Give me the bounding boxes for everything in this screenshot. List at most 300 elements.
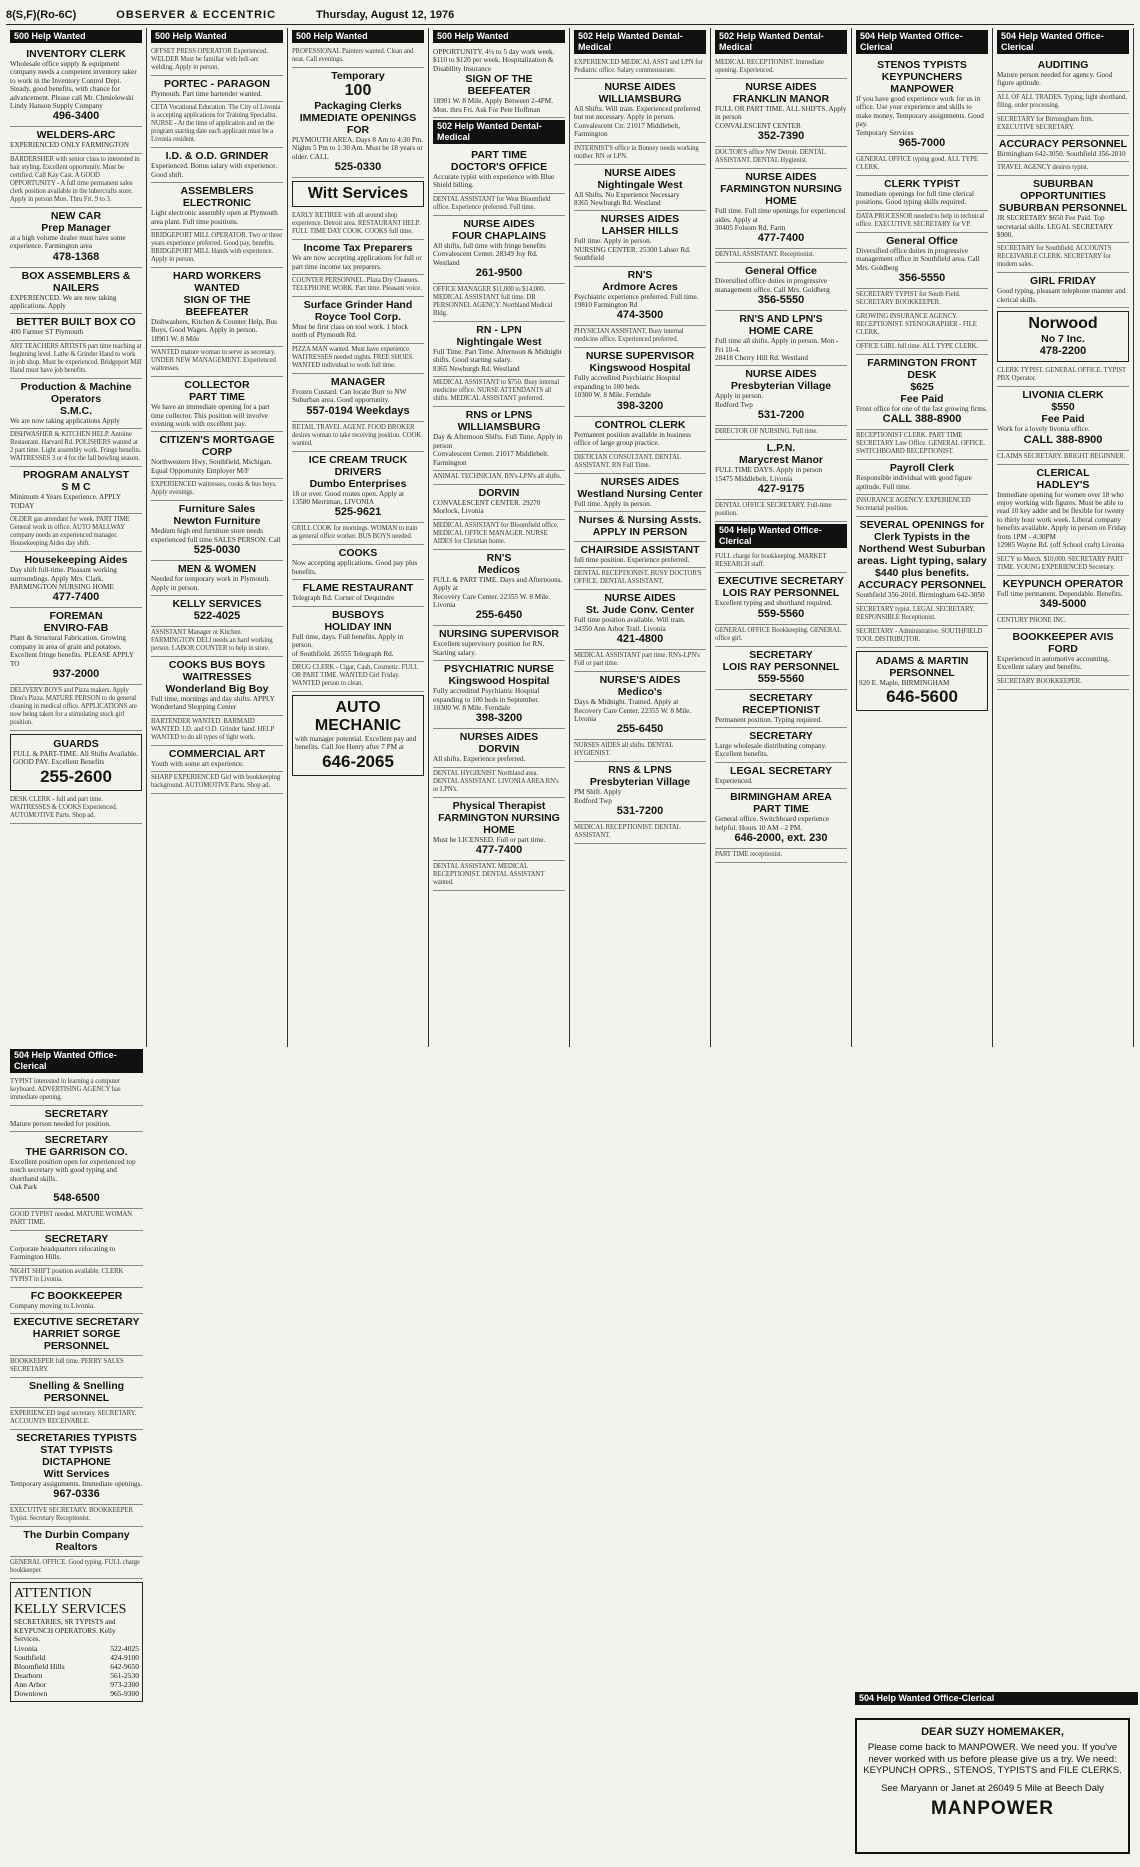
ad-company: PERSONNEL	[889, 666, 955, 679]
classified-ad	[574, 211, 706, 266]
ad-heading: AUTO MECHANIC	[314, 698, 402, 734]
classified-ad	[997, 243, 1129, 273]
ad-heading: CLERICAL	[1036, 466, 1090, 479]
ad-address: 18901 W. 8 Mile	[151, 334, 200, 343]
classified-ad	[10, 1132, 143, 1209]
classified-ad	[715, 79, 847, 147]
ad-body: Must be LICENSED. Full or part time.	[433, 835, 546, 844]
column-3	[288, 28, 429, 1047]
ad-company: FRANKLIN MANOR	[732, 93, 830, 105]
classified-ad	[715, 500, 847, 522]
ad-phone: CALL 388-8900	[1023, 433, 1103, 446]
ad-heading: SEVERAL OPENINGS for Clerk Typists in the Northend West Suburban areas. Light typing, salary $440 plus benefits.	[857, 519, 987, 580]
classified-ad	[151, 772, 283, 794]
classified-ad	[997, 57, 1129, 92]
ad-body: DOCTOR'S office NW Detroit. DENTAL ASSISTANT. DENTAL Hygienist.	[715, 149, 826, 165]
classified-ad	[292, 344, 424, 374]
office-city: Dearborn	[14, 1670, 43, 1680]
ad-heading: LEGAL SECRETARY	[730, 764, 832, 777]
classified-ad	[715, 647, 847, 690]
ad-company: Presbyterian Village	[589, 776, 691, 789]
classified-ad	[151, 76, 283, 102]
classified-ad	[715, 440, 847, 500]
ad-phone: 398-3200	[475, 712, 523, 725]
ad-heading: Payroll Clerk	[889, 462, 955, 475]
classified-ad	[10, 552, 142, 608]
ad-heading: BIRMINGHAM AREA	[730, 791, 832, 804]
ad-heading: ATTENTION	[14, 1586, 92, 1602]
ad-phone: 477-7400	[757, 232, 805, 245]
ad-address: NURSING CENTER. 25300 Lahser Rd. Southfield	[574, 245, 691, 263]
ad-company: LAHSER HILLS	[601, 225, 679, 238]
ad-address: 8365 Newburgh Rd. Westland	[574, 199, 661, 208]
classified-ad	[10, 1557, 143, 1579]
classified-ad	[10, 1527, 143, 1557]
ad-company: LOIS RAY PERSONNEL	[722, 587, 840, 600]
ad-body: Frozen Custard. Can locate Burr to NW Suburban area. Good opportunity.	[292, 387, 407, 405]
ad-phone: 531-7200	[757, 409, 805, 422]
office-phone: 973-2300	[110, 1679, 139, 1689]
ad-phone: 965-7000	[898, 137, 946, 150]
classified-ad	[856, 154, 988, 176]
classified-ad	[433, 147, 565, 194]
ad-heading: BETTER BUILT BOX CO	[16, 316, 136, 329]
ad-address: 10300 W. 8 Mile. Ferndale	[574, 391, 652, 400]
ad-address: 30405 Folsom Rd. Farm	[715, 224, 786, 233]
ad-phone: 477-7400	[475, 844, 523, 857]
ad-heading: MEN & WOMEN	[177, 563, 257, 576]
ad-company: FARMINGTON NURSING HOME	[438, 811, 560, 836]
ad-body: Diversified office duties in progressive management office in Southfield area. Call Mrs. Goldberg	[856, 246, 980, 272]
ad-address: Convalescent Center. 21017 Middlebelt. Farmington	[433, 450, 549, 467]
ad-heading: NURSE AIDES	[463, 217, 535, 230]
ad-heading: STENOS TYPISTS KEYPUNCHERS	[877, 59, 967, 83]
classified-ad	[292, 523, 424, 545]
classified-ad	[433, 322, 565, 377]
ad-company: HARRIET SORGE PERSONNEL	[32, 1327, 121, 1352]
category-header: 500 Help Wanted	[10, 30, 142, 43]
classified-ad	[151, 561, 283, 596]
classified-ad	[433, 729, 565, 767]
classified-ad	[151, 746, 283, 772]
ad-heading: CITIZEN'S MORTGAGE CORP	[159, 434, 275, 459]
ad-heading: ASSEMBLERS ELECTRONIC	[180, 185, 254, 210]
ad-heading: NURSE AIDES	[745, 81, 817, 93]
classified-ad	[856, 651, 988, 711]
classified-ad	[997, 554, 1129, 576]
ad-heading: NURSES AIDES	[600, 475, 680, 488]
category-header: 502 Help Wanted Dental-Medical	[433, 120, 565, 144]
column-2	[147, 28, 288, 1047]
ad-company: SIGN OF THE BEEFEATER	[183, 294, 251, 319]
classified-ad	[997, 365, 1129, 387]
ad-address: Lindy Hanson Supply Company	[10, 102, 103, 111]
ad-heading: Nurses & Nursing Assts.	[578, 513, 702, 526]
ad-body: DENTAL HYGIENIST Northland area. DENTAL ASSISTANT. LIVONIA AREA RN's or LPN's.	[433, 769, 559, 793]
classified-ad	[574, 452, 706, 474]
ad-heading: RN - LPN	[476, 324, 522, 337]
ad-heading: SIGN OF THE BEEFEATER	[465, 73, 533, 98]
ad-body: Corporate headquarters relocating to Farmington Hills.	[10, 1244, 116, 1262]
ad-body: OFFICE MANAGER $11,000 to $14,000. MEDICAL ASSISTANT full time. DR PERSONNEL AGENCY. Northland Medical Bldg.	[433, 286, 553, 318]
ad-body: GROWING INSURANCE AGENCY. RECEPTIONIST. STENOGRAPHER - FILE CLERK.	[856, 313, 977, 337]
ad-company: LOIS RAY PERSONNEL	[722, 660, 840, 673]
ad-heading: RNS & LPNS	[608, 764, 672, 777]
ad-body: Company moving to Livonia.	[10, 1301, 96, 1310]
column-1	[6, 28, 147, 1047]
ad-address: Birmingham 642-3050. Southfield 356-2010	[997, 149, 1126, 158]
ad-phone: 525-9621	[334, 506, 382, 519]
ad-body: Permanent position. Typing required.	[715, 715, 822, 724]
ad-body: GOOD TYPIST needed. MATURE WOMAN PART TIME.	[10, 1210, 132, 1226]
ad-phone: 474-3500	[616, 309, 664, 322]
classified-ad	[433, 550, 565, 627]
classified-ad	[856, 211, 988, 233]
ad-heading: PROGRAM ANALYST	[23, 469, 129, 482]
classified-ad	[10, 1106, 143, 1132]
classified-ad	[574, 57, 706, 79]
ad-body: MEDICAL ASSISTANT to $750. Busy internal medicine office. NURSE ATTENDANTS all shifts. MEDICAL ASSISTANT preferred.	[433, 379, 560, 403]
classified-ad	[292, 240, 424, 275]
office-row	[14, 1662, 139, 1671]
classified-ad	[433, 284, 565, 322]
ad-heading: NURSES AIDES	[600, 213, 680, 226]
ad-body: RETAIL TRAVEL AGENT. FOOD BROKER desires woman to take receiving position. COOK wanted.	[292, 423, 422, 447]
ad-body: INTERNIST'S office in Bonney needs working mother. RN or LPN.	[574, 144, 699, 160]
category-header: 500 Help Wanted	[292, 30, 424, 43]
ad-company: PART TIME	[753, 803, 809, 816]
ad-heading: PSYCHIATRIC NURSE	[443, 663, 555, 676]
ad-body: FULL charge for bookkeeping. MARKET RESEARCH staff.	[715, 553, 827, 569]
office-phone: 642-9650	[110, 1661, 139, 1671]
ad-body: Light electronic assembly open at Plymouth area plant. Full time positions.	[151, 209, 278, 226]
classified-ad	[10, 685, 142, 731]
ad-heading: NURSE AIDES	[745, 171, 817, 184]
classified-ad	[151, 268, 283, 347]
ad-body: EXPERIENCED legal secretary. SECRETARY. ACCOUNTS RECEIVABLE.	[10, 1409, 137, 1425]
ad-heading: NURSE AIDES	[604, 166, 676, 179]
classified-ad	[574, 267, 706, 327]
ad-body: EXECUTIVE SECRETARY. BOOKKEEPER Typist. Secretary Receptionist.	[10, 1507, 133, 1523]
classified-ad	[292, 695, 424, 776]
ad-heading: CLERK TYPIST	[884, 178, 960, 191]
ad-address: PLYMOUTH AREA. Days 8 Am to 4:30 Pm. Nights 5 Pm to 1:30 Am. Must be 18 years or older. CALL	[292, 136, 424, 161]
ad-body: GENERAL OFFICE. Good typing. FULL charge bookkeeper.	[10, 1559, 140, 1575]
ad-heading: RN'S	[486, 551, 512, 564]
ad-body: Immediate openings for full time clerical positions. Good typing skills required.	[856, 190, 974, 207]
ad-body: Northwestern Hwy, Southfield, Michigan. Equal Opportunity Employer M/F	[151, 458, 272, 475]
classified-ad	[151, 148, 283, 183]
ad-body: Now accepting applications. Good pay plus benefits.	[292, 559, 418, 576]
ad-heading: DORVIN	[478, 486, 520, 499]
classified-ad	[151, 347, 283, 377]
ad-body: DATA PROCESSOR needed to help in technical office. EXECUTIVE SECRETARY for VP.	[856, 212, 985, 228]
ad-phone: 646-2065	[322, 751, 394, 771]
ad-body: FULL & PART-TIME. All Shifts Available. GOOD PAY. Excellent Benefits	[13, 749, 139, 767]
classified-ad	[715, 625, 847, 647]
classified-ad	[292, 422, 424, 452]
ad-body: CONVALESCENT CENTER. 29270 Morlock, Livonia	[433, 498, 541, 516]
ad-phone: 525-0030	[193, 544, 241, 557]
ad-body: PHYSICIAN ASSISTANT. Busy internal medicine office. Experienced preferred.	[574, 328, 684, 344]
classified-ad	[292, 374, 424, 422]
ad-heading: L.P.N.	[766, 442, 796, 455]
ad-body: RECEPTIONIST CLERK. PART TIME SECRETARY Law Office. GENERAL OFFICE. SWITCHBOARD RECEPTIONIST.	[856, 432, 986, 456]
classified-ad	[715, 789, 847, 849]
ad-address: 920 E. Maple, BIRMINGHAM	[859, 678, 950, 687]
ad-body: Telegraph Rd. Corner of Dequindre	[292, 594, 395, 603]
ad-body: Psychiatric experience preferred. Full time.	[574, 292, 699, 301]
ad-body: MEDICAL ASSISTANT for Bloomfield office. MEDICAL OFFICE MANAGER. NURSE AIDES for Christian home.	[433, 521, 559, 545]
office-row	[14, 1653, 139, 1662]
ad-body: EXPERIENCED ONLY FARMINGTON	[10, 141, 129, 150]
ad-company: Presbyterian Village	[730, 380, 832, 393]
classified-ad	[10, 1314, 143, 1356]
ad-body: CETA Vocational Education. The City of Livonia is accepting applications for Training Specialist. NURSE - At the time of application and on the program starting date each applicant must be a Livonia resident.	[151, 104, 281, 144]
classified-ad	[10, 608, 142, 685]
ad-phone: 261-9500	[475, 267, 523, 280]
ad-body: DISHWASHER & KITCHEN HELP. Antoine Restaurant. Harvard Rd. POLISHERS wanted at 2 part time. Light assembly work. Fringe benefits. WAITRESSES 3 or 4 for the fall bowling season.	[10, 431, 142, 463]
ad-body: Full Time. Part Time. Afternoon & Midnight shifts. Good starting salary.	[433, 348, 562, 365]
ad-body: Excellent position open for experienced top notch secretary with good typing and shorthand skills.	[10, 1158, 136, 1183]
classified-ad	[10, 1076, 143, 1106]
ad-company: Kingswood Hospital	[448, 675, 550, 688]
ad-body: GENERAL OFFICE Bookkeeping. GENERAL office girl.	[715, 626, 841, 642]
ad-body: Responsible individual with good figure aptitude. Full time.	[856, 474, 972, 491]
ad-company: ENVIRO-FAB	[43, 622, 109, 635]
ad-company: IMMEDIATE OPENINGS FOR	[299, 112, 417, 136]
classified-ad	[10, 514, 142, 552]
ad-company: KELLY SERVICES	[14, 1602, 127, 1618]
ad-heading: SECRETARY	[44, 1232, 109, 1245]
column-6	[711, 28, 852, 1047]
ad-heading: Norwood	[1028, 315, 1098, 333]
ad-company: Dumbo Enterprises	[309, 477, 407, 490]
classified-ad	[292, 545, 424, 580]
ad-company: APPLY IN PERSON	[592, 525, 688, 538]
classified-ad	[292, 607, 424, 662]
ad-heading: RN'S AND LPN'S	[739, 313, 823, 326]
ad-body: Full time permanent. Dependable. Benefits.	[997, 589, 1123, 598]
ad-body: Experienced in automotive accounting. Excellent salary and benefits.	[997, 654, 1110, 672]
classified-ad	[10, 341, 142, 379]
ad-phone: 477-7400	[52, 591, 100, 604]
office-city: Livonia	[14, 1643, 38, 1653]
classified-ad	[997, 136, 1129, 162]
ad-body: Needed for temporary work in Plymouth. Apply in person.	[151, 575, 270, 592]
ad-company: DORVIN	[478, 743, 520, 756]
page-code: 8(S,F)(Ro-6C)	[6, 9, 77, 21]
classified-ad	[10, 1505, 143, 1527]
category-header: 502 Help Wanted Dental-Medical	[715, 30, 847, 54]
ad-phone: 557-0194 Weekdays	[306, 404, 410, 417]
ad-address: 8365 Newburgh Rd. Westland	[433, 364, 520, 373]
ad-body: Excellent supervisory position for RN. Starting salary.	[433, 640, 545, 657]
ad-body: SECRETARY typist. LEGAL SECRETARY. RESPONSIBLE Receptionist.	[856, 605, 975, 621]
ad-body: Front office for one of the fast growing firms.	[856, 405, 988, 414]
classified-ad	[997, 311, 1129, 362]
ad-company: DOCTOR'S OFFICE	[450, 161, 548, 174]
classified-ad	[10, 1378, 143, 1408]
ad-heading: SECRETARY	[44, 1134, 109, 1147]
office-city: Ann Arbor	[14, 1679, 47, 1689]
ad-count: 100	[344, 82, 372, 99]
ad-phone: 255-6450	[616, 723, 664, 736]
ad-price: $625	[910, 381, 934, 394]
classified-ad	[715, 249, 847, 263]
office-city: Southfield	[14, 1652, 46, 1662]
ad-body: BARDERSHER with senior class to interested in hair styling. Excellent opportunity. Must be certified. Call Kay Cast. A GOOD OPPORTUNITY - A full time permanent sales clerk position available in the lubercrafts store. Apply in person Mon. Thru Fri. 9 to 3.	[10, 155, 140, 203]
ad-heading: FC BOOKKEEPER	[30, 1289, 123, 1302]
ad-body: ART TEACHERS ARTISTS part time teaching at beginning level. Lathe & Grinder Hand to work in job shop. Must be experienced. Bridgeport Mill Hand must have job benefits.	[10, 342, 142, 374]
classified-ad	[10, 46, 142, 127]
classified-ad	[151, 479, 283, 501]
ad-body: BOOKKEEPER full time. PERRY SALES SECRETARY.	[10, 1357, 124, 1373]
ad-company: Royce Tool Corp.	[314, 311, 402, 324]
ad-heading: SECRETARY	[44, 1107, 109, 1120]
classified-ad	[10, 794, 142, 824]
classified-ad	[997, 162, 1129, 176]
classified-ad	[151, 432, 283, 479]
ad-company: HOME CARE	[748, 325, 814, 338]
ad-address: Redford Twp	[715, 400, 753, 409]
category-header: 504 Help Wanted Office-Clerical	[10, 1049, 143, 1073]
ad-body: Dishwashers, Kitchen & Counter Help, Bus Boys. Good Wages. Apply in person.	[151, 318, 277, 335]
ad-body: GRILL COOK for mornings. WOMAN to train as general office worker. BUS BOYS needed.	[292, 525, 418, 541]
ad-body: DRUG CLERK - Cigar, Cash, Cosmetic. FULL OR PART TIME. WANTED Girl Friday. WANTED person to clean.	[292, 663, 418, 687]
ad-phone: 937-2000	[52, 667, 100, 680]
classified-ad	[574, 474, 706, 512]
classified-ad	[997, 576, 1129, 615]
ad-heading: Income Tax Preparers	[303, 242, 413, 255]
ad-company: Wonderland Big Boy	[165, 682, 269, 695]
classified-ad	[433, 46, 565, 118]
ad-heading: GIRL FRIDAY	[1030, 275, 1096, 288]
ad-body: SECRETARY for Southfield. ACCOUNTS RECEIVABLE CLERK. SECRETARY for modern sales.	[997, 245, 1112, 269]
classified-ad	[10, 1231, 143, 1266]
classified-ad	[856, 460, 988, 495]
ad-heading: NURSES AIDES	[459, 731, 539, 744]
ad-body: Experienced.	[715, 776, 753, 785]
ad-heading: NURSE AIDES	[604, 81, 676, 93]
ad-body: 400 Farmer ST Plymouth	[10, 328, 84, 337]
ad-heading: FARMINGTON FRONT DESK	[867, 357, 977, 382]
ad-heading: PART TIME	[471, 149, 527, 162]
classified-ad	[10, 1356, 143, 1378]
classified-ad	[151, 716, 283, 746]
classified-ad	[10, 208, 142, 268]
ad-heading: SECRETARY RECEPTIONIST	[742, 691, 820, 716]
ad-phone: 398-3200	[616, 399, 664, 412]
classified-ad	[997, 273, 1129, 308]
ad-body: BARTENDER WANTED. BARMAID WANTED. I.D. and O.D. Grinder hand. HELP WANTED to do all types of light work.	[151, 717, 274, 741]
ad-body: General office. Switchboard experience helpful. Hours 10 AM - 2 PM.	[715, 815, 830, 832]
ad-body: Full time, mornings and day shifts. APPLY	[151, 694, 275, 703]
office-phone: 561-2530	[110, 1670, 139, 1680]
ad-address: 10300 W. 8 Mile. Ferndale	[433, 703, 511, 712]
classified-ad	[292, 68, 424, 178]
ad-body: Youth with some art experience.	[151, 759, 244, 768]
ad-body: Plant & Structural Fabrication. Growing company in area of grain and potatoes. Excellent fringe benefits. PLEASE APPLY TO	[10, 634, 134, 668]
ad-body: OFFSET PRESS OPERATOR Experienced. WELDER Must be familiar with heli-arc welding. Apply in person.	[151, 48, 268, 71]
ad-body: NURSES AIDES all shifts. DENTAL HYGIENIST.	[574, 742, 674, 758]
ad-heading: NURSING SUPERVISOR	[439, 628, 559, 641]
classified-ad	[715, 169, 847, 249]
classified-ad	[433, 520, 565, 550]
ad-body: PIZZA MAN wanted. Must have experience. WAITRESSES needed nights. FREE SHOES. WANTED individual to work full time.	[292, 345, 414, 369]
office-phone: 424-9100	[110, 1652, 139, 1662]
ad-body: DENTAL ASSISTANT. MEDICAL RECEPTIONIST. DENTAL ASSISTANT wanted.	[433, 863, 545, 887]
classified-ad	[997, 465, 1129, 554]
ad-phone: 559-5560	[757, 607, 805, 620]
classified-ad	[10, 154, 142, 208]
classified-ad	[715, 263, 847, 311]
ad-company: Marycrest Manor	[738, 454, 824, 467]
ad-body: We are now accepting applications for full or part time income tax preparers.	[292, 254, 422, 271]
classified-columns	[6, 28, 1134, 1860]
column-9	[6, 1047, 147, 1860]
ad-body: Full time. Apply in person.	[574, 237, 652, 246]
classified-ad	[997, 615, 1129, 629]
classified-ad	[574, 79, 706, 143]
ad-heading: ICE CREAM TRUCK DRIVERS	[308, 453, 408, 478]
ad-company: HADLEY'S	[1036, 478, 1090, 491]
ad-address: of Southfield. 26555 Telegraph Rd.	[292, 649, 394, 658]
classified-ad	[574, 672, 706, 740]
ad-body: Experienced. Bonus salary with experience. Good shift.	[151, 162, 278, 179]
ad-address: CONVALESCENT CENTER	[715, 121, 801, 130]
ad-heading: CONTROL CLERK	[594, 418, 686, 431]
paper-name: OBSERVER & ECCENTRIC	[116, 9, 277, 21]
ad-phone: 531-7200	[616, 805, 664, 818]
ad-phone: CALL 388-8900	[882, 413, 962, 426]
office-city: Bloomfield Hills	[14, 1661, 65, 1671]
classified-ad	[433, 626, 565, 661]
ad-body: Diversified office duties in progressive management office. Call Mrs. Goldberg	[715, 277, 830, 294]
ad-body: Mature person needed for agency. Good figure aptitude.	[997, 71, 1113, 88]
classified-ad	[715, 690, 847, 728]
ad-body: DENTAL RECEPTIONIST. BUSY DOCTOR'S OFFICE. DENTAL ASSISTANT.	[574, 570, 702, 586]
ad-phone: 356-5550	[898, 272, 946, 285]
classified-ad	[433, 861, 565, 891]
ad-body: Full time. Full time openings for experienced aides. Apply at	[715, 207, 846, 224]
ad-heading: EXECUTIVE SECRETARY	[13, 1315, 140, 1328]
ad-body: Full time position available. Will train.	[574, 616, 686, 625]
ad-body: All shifts. Experience preferred.	[433, 755, 526, 764]
ad-company: Fee Paid	[900, 393, 944, 406]
ad-address: Recovery Care Center. 22355 W. 8 Mile. Livonia	[574, 706, 692, 723]
ad-body: ALL OF ALL TRADES. Typing, light shorthand, filing, order processing.	[997, 93, 1127, 109]
ad-heading: WELDERS-ARC	[36, 129, 116, 142]
ad-phone: 646-2000, ext. 230	[734, 831, 828, 844]
manpower-heading: DEAR SUZY HOMEMAKER,	[921, 1726, 1064, 1738]
ad-body: FULL & PART TIME. Days and Afternoons. Apply at	[433, 575, 563, 593]
ad-body: MEDICAL RECEPTIONIST. DENTAL ASSISTANT.	[574, 824, 681, 840]
ad-heading: MANAGER	[330, 375, 386, 388]
ad-body: Accurate typist with experience with Blue Shield billing.	[433, 173, 555, 190]
ad-heading: Surface Grinder Hand	[303, 299, 413, 312]
ad-phone: 478-1368	[52, 250, 100, 263]
ad-address: Convalescent Ctr. 21017 Middlebelt, Farmington	[574, 121, 681, 139]
ad-heading: LIVONIA CLERK	[1022, 389, 1104, 402]
ad-phone: 522-4025	[193, 609, 241, 622]
category-header: 504 Help Wanted Office-Clerical	[715, 524, 847, 548]
classified-ad	[856, 176, 988, 211]
ad-heading: FOREMAN	[49, 610, 103, 623]
ad-body: GENERAL OFFICE typing good. ALL TYPE CLERK.	[856, 156, 978, 172]
ad-company: St. Jude Conv. Center	[585, 604, 695, 617]
ad-body: Excellent typing and shorthand required.	[715, 599, 833, 608]
